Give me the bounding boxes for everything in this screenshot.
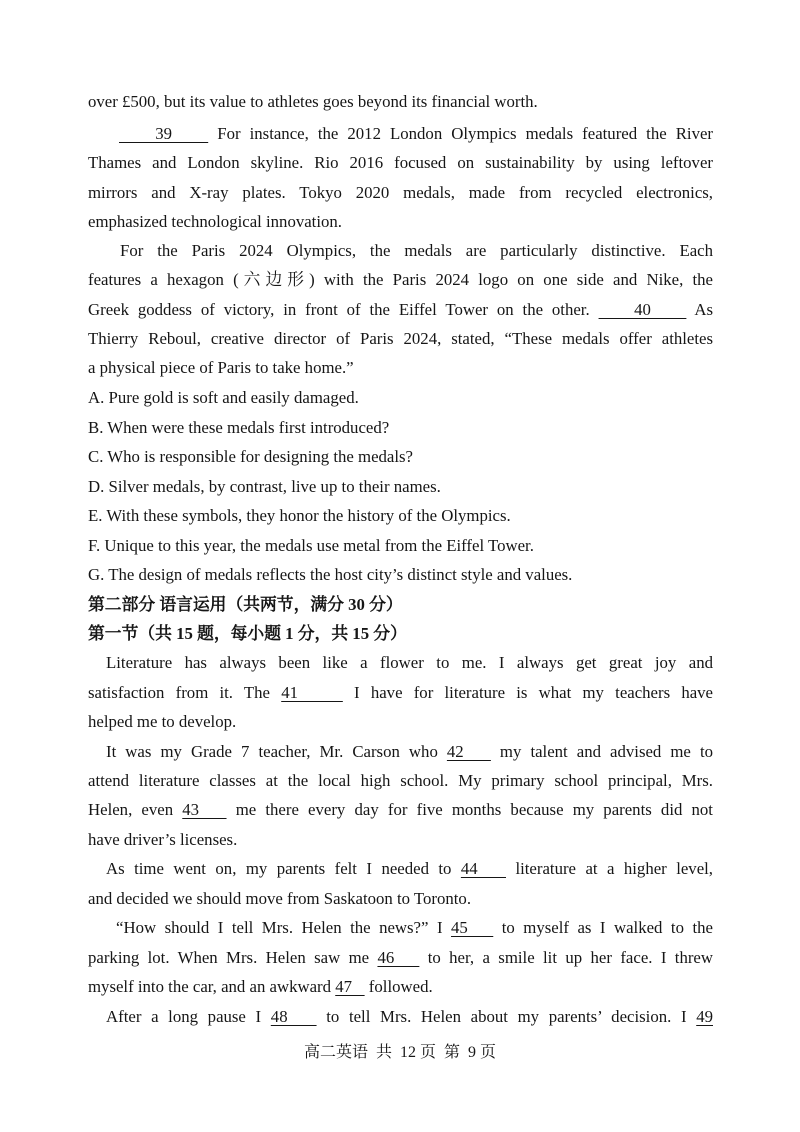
option-e: E. With these symbols, they honor the history of the Olympics. <box>88 506 511 525</box>
answer-blank-41: 41 <box>281 683 343 702</box>
cloze-line: parking lot. When Mrs. Helen saw me 46 to her, a smile lit up her face. I threw <box>88 948 713 967</box>
cloze-line: helped me to develop. <box>88 712 237 731</box>
option-b: B. When were these medals first introduced? <box>88 418 390 437</box>
option-a: A. Pure gold is soft and easily damaged. <box>88 388 359 407</box>
cloze-paragraph-5: After a long pause I 48 to tell Mrs. Helen about my parents’ decision. I 49 <box>106 1007 713 1026</box>
answer-blank-42: 42 <box>446 742 491 761</box>
cloze-paragraph-4: “How should I tell Mrs. Helen the news?” I 45 to myself as I walked to the <box>116 918 713 937</box>
option-d: D. Silver medals, by contrast, live up to their names. <box>88 477 441 496</box>
cloze-line: satisfaction from it. The 41 I have for literature is what my teachers have <box>88 683 714 702</box>
cloze-line: Helen, even 43 me there every day for five months because my parents did not <box>88 800 713 819</box>
cloze-paragraph-1: Literature has always been like a flower to me. I always get great joy and <box>106 653 713 672</box>
passage-line: a physical piece of Paris to take home.” <box>88 358 354 377</box>
passage-paragraph-39: 39 For instance, the 2012 London Olympics medals featured the River <box>119 124 714 143</box>
option-f: F. Unique to this year, the medals use metal from the Eiffel Tower. <box>88 536 534 555</box>
answer-blank-48: 48 <box>270 1007 317 1026</box>
cloze-line: myself into the car, and an awkward 47 followed. <box>88 977 433 996</box>
answer-blank-44: 44 <box>460 859 506 878</box>
answer-blank-49: 49 <box>696 1007 713 1026</box>
part2-heading: 第二部分 语言运用（共两节，满分 30 分） <box>88 595 403 614</box>
answer-blank-39: 39 <box>119 124 209 143</box>
cloze-line: and decided we should move from Saskatoon to Toronto. <box>88 889 472 908</box>
answer-blank-47: 47 <box>335 977 365 996</box>
passage-line: Thames and London skyline. Rio 2016 focused on sustainability by using leftover <box>88 153 713 172</box>
passage-paragraph-paris: For the Paris 2024 Olympics, the medals are particularly distinctive. Each <box>120 241 713 260</box>
cloze-line: attend literature classes at the local high school. My primary school principal, Mrs. <box>88 771 713 790</box>
answer-blank-40: 40 <box>598 300 687 319</box>
passage-line: Thierry Reboul, creative director of Paris 2024, stated, “These medals offer athletes <box>88 329 713 348</box>
page-footer: 高二英语 共 12 页 第 9 页 <box>303 1044 496 1061</box>
passage-line: mirrors and X-ray plates. Tokyo 2020 medals, made from recycled electronics, <box>88 183 713 202</box>
passage-line: over £500, but its value to athletes goes beyond its financial worth. <box>88 92 538 111</box>
cloze-line: have driver’s licenses. <box>88 830 238 849</box>
passage-line: Greek goddess of victory, in front of the Eiffel Tower on the other. 40 As <box>88 300 713 319</box>
passage-line: emphasized technological innovation. <box>88 212 342 231</box>
option-c: C. Who is responsible for designing the medals? <box>88 447 414 466</box>
cloze-paragraph-2: It was my Grade 7 teacher, Mr. Carson who 42 my talent and advised me to <box>106 742 713 761</box>
answer-blank-45: 45 <box>451 918 494 937</box>
cloze-paragraph-3: As time went on, my parents felt I needed to 44 literature at a higher level, <box>106 859 713 878</box>
answer-blank-46: 46 <box>377 948 420 967</box>
answer-blank-43: 43 <box>182 800 227 819</box>
option-g: G. The design of medals reflects the host city’s distinct style and values. <box>88 565 573 584</box>
passage-line: features a hexagon (六边形) with the Paris 2024 logo on one side and Nike, the <box>88 270 713 289</box>
section1-heading: 第一节（共 15 题，每小题 1 分，共 15 分） <box>88 624 407 643</box>
